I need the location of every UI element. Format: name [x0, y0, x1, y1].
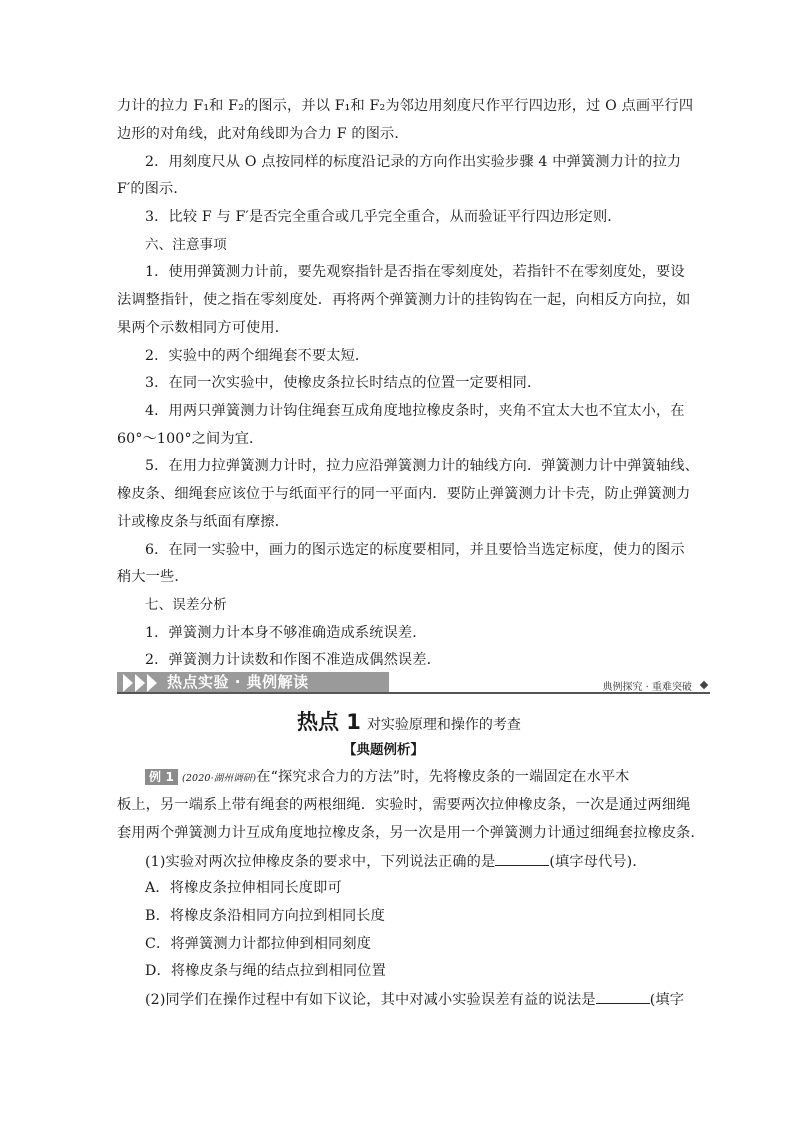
text-line: 2．弹簧测力计读数和作图不准造成偶然误差． [145, 652, 441, 668]
text-line: 边形的对角线，此对角线即为合力 F 的图示． [117, 126, 409, 142]
question-1-tail: (填字母代号)． [549, 854, 647, 870]
banner-tag [117, 672, 389, 693]
hotpoint-subtitle: 对实验原理和操作的考查 [366, 717, 521, 733]
option-a: A．将橡皮条拉伸相同长度即可 [145, 880, 342, 896]
section-heading: 六、注意事项 [145, 237, 227, 253]
question-1-text: (1)实验对两次拉伸橡皮条的要求中，下列说法正确的是 [145, 854, 496, 870]
text-line: 1．弹簧测力计本身不够准确造成系统误差． [145, 625, 427, 641]
option-c: C．将弹簧测力计都拉伸到相同刻度 [145, 936, 372, 952]
example-line: 套用两个弹簧测力计互成角度地拉橡皮条，另一次是用一个弹簧测力计通过细绳套拉橡皮条． [117, 825, 705, 841]
question-1 [145, 851, 647, 872]
question-2-text: (2)同学们在操作过程中有如下议论，其中对减小实验误差有益的说法是 [145, 992, 596, 1008]
text-line: 稍大一些． [117, 569, 189, 585]
example-heading: 【典题例析】 [343, 742, 424, 758]
text-line: 2．用刻度尺从 O 点按同样的标度沿记录的方向作出实验步骤 4 中弹簧测力计的拉力 [145, 154, 682, 170]
text-line: F′的图示． [117, 181, 188, 197]
example-source: (2020·湖州调研) [181, 773, 257, 784]
hotpoint-number: 热点 1 [297, 710, 361, 734]
chevron-right-icon [123, 674, 133, 692]
text-line: 4．用两只弹簧测力计钩住绳套互成角度地拉橡皮条时，夹角不宜太大也不宜太小，在 [145, 403, 685, 419]
example-line: 板上，另一端系上带有绳套的两根细绳．实验时，需要两次拉伸橡皮条，一次是通过两细绳 [117, 797, 691, 813]
hotpoint-title [297, 706, 521, 736]
text-line: 3．在同一次实验中，使橡皮条拉长时结点的位置一定要相同． [145, 375, 542, 391]
text-line: 法调整指针，使之指在零刻度处．再将两个弹簧测力计的挂钩钩在一起，向相反方向拉，如 [117, 292, 691, 308]
text-line: 60°～100°之间为宜． [117, 431, 264, 447]
section-heading: 七、误差分析 [145, 597, 227, 613]
text-line: 1．使用弹簧测力计前，要先观察指针是否指在零刻度处，若指针不在零刻度处，要设 [145, 264, 685, 280]
option-d: D．将橡皮条与绳的结点拉到相同位置 [145, 963, 386, 979]
text-line: 果两个示数相同方可使用． [117, 320, 290, 336]
example-badge: 例 1 [145, 769, 178, 785]
answer-blank [495, 851, 549, 866]
diamond-icon [700, 681, 708, 689]
chevron-right-icon [147, 674, 157, 692]
option-b: B．将橡皮条沿相同方向拉到相同长度 [145, 908, 385, 924]
chevron-right-icon [135, 674, 145, 692]
section-banner [117, 672, 710, 696]
text-line: 橡皮条、细绳套应该位于与纸面平行的同一平面内．要防止弹簧测力计卡壳，防止弹簧测力 [117, 486, 691, 502]
question-2-tail: (填字 [649, 992, 685, 1008]
text-line: 2．实验中的两个细绳套不要太短． [145, 348, 370, 364]
text-line: 5．在用力拉弹簧测力计时，拉力应沿弹簧测力计的轴线方向．弹簧测力计中弹簧轴线、 [145, 458, 700, 474]
text-line: 计或橡皮条与纸面有摩擦． [117, 514, 290, 530]
answer-blank [596, 989, 650, 1004]
text-line: 力计的拉力 F₁和 F₂的图示，并以 F₁和 F₂为邻边用刻度尺作平行四边形，过 O 点画平行四 [117, 98, 694, 114]
text-line: 3．比较 F 与 F′是否完全重合或几乎完全重合，从而验证平行四边形定则． [145, 209, 622, 225]
example-line [145, 767, 630, 789]
banner-title: 热点实验 · 典例解读 [167, 673, 309, 691]
example-text: 在“探究求合力的方法”时，先将橡皮条的一端固定在水平木 [256, 769, 630, 785]
question-2 [145, 989, 684, 1010]
banner-subtitle: 典例探究 · 重难突破 [602, 682, 692, 693]
text-line: 6．在同一实验中，画力的图示选定的标度要相同，并且要恰当选定标度，使力的图示 [145, 542, 685, 558]
